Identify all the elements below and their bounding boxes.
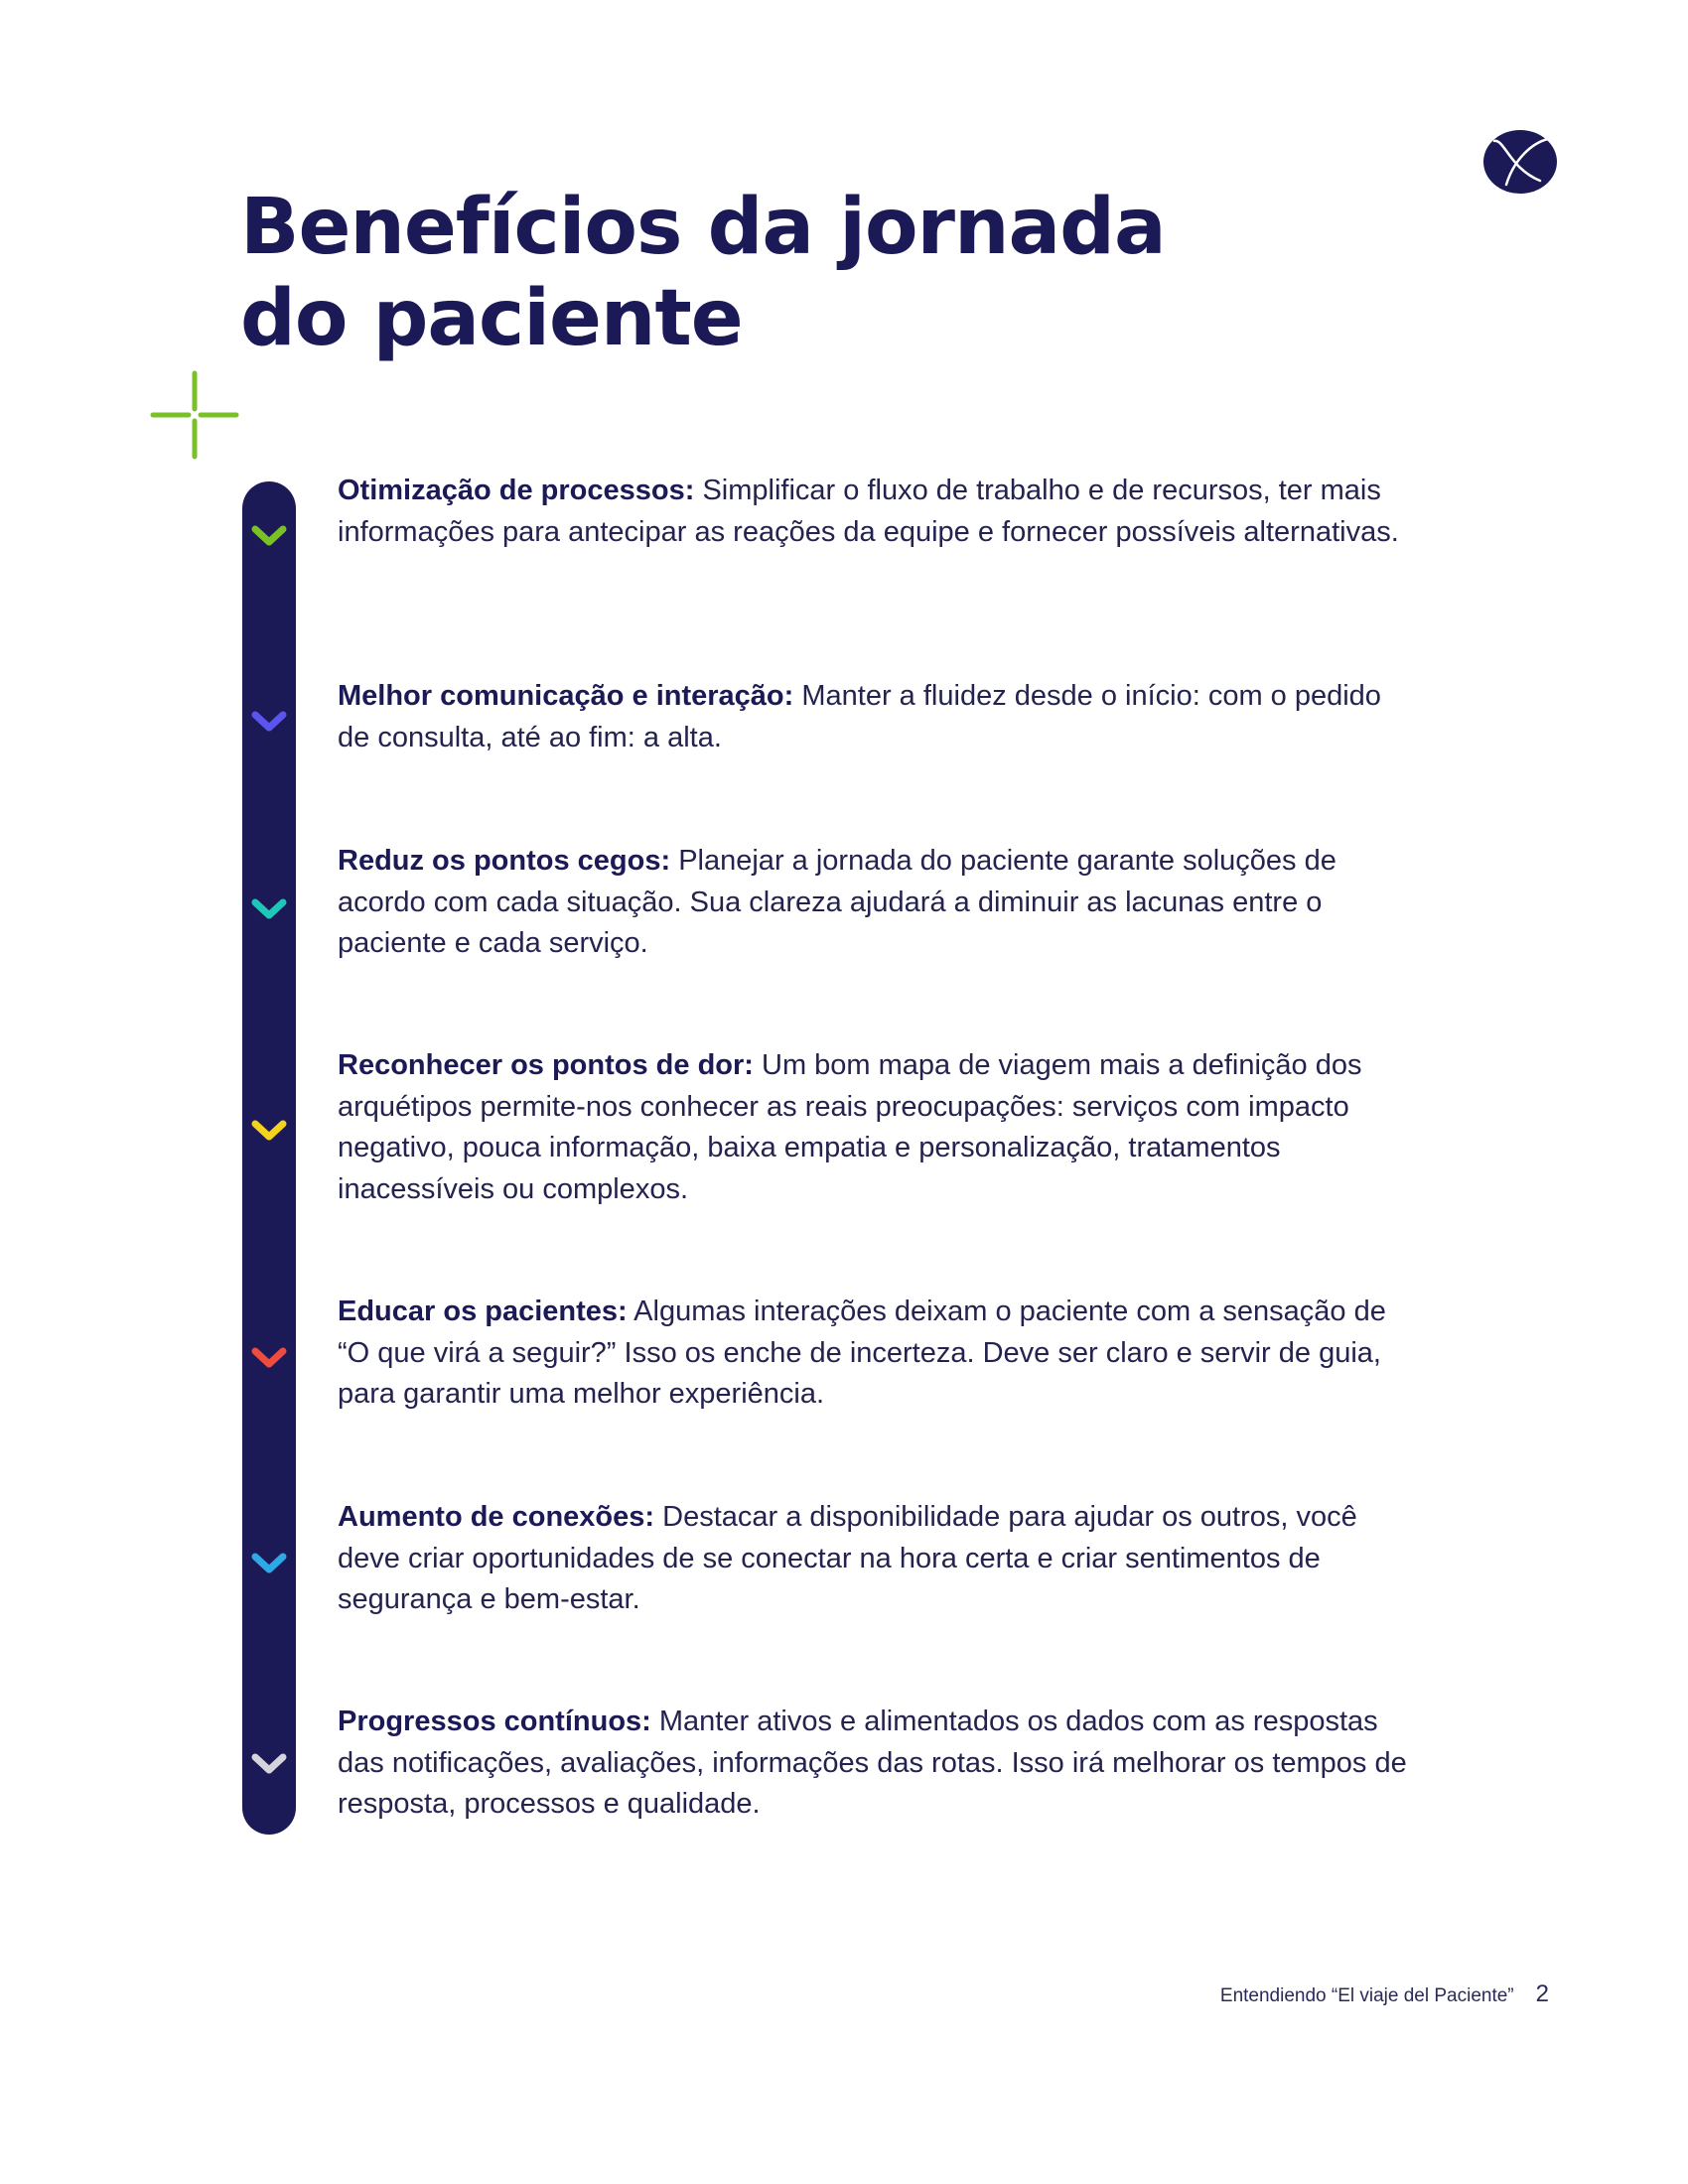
benefit-item	[338, 1702, 1410, 1826]
benefit-text: Algumas interações deixam o paciente com a sensação de “O que virá a seguir?” Isso os enche de incerteza. Deve ser claro e servir de guia, para garantir uma melhor experiência.	[338, 1296, 1386, 1410]
benefit-item	[338, 471, 1410, 553]
benefit-label: Reconhecer os pontos de dor:	[338, 1049, 754, 1081]
benefit-text: Planejar a jornada do paciente garante soluções de acordo com cada situação. Sua clareza ajudará a diminuir as lacunas entre o paciente e cada serviço.	[338, 845, 1336, 959]
benefit-text: Manter ativos e alimentados os dados com as respostas das notificações, avaliações, informações das rotas. Isso irá melhorar os tempos de resposta, processos e qualidade.	[338, 1706, 1407, 1820]
benefit-item	[338, 1292, 1410, 1416]
green-crosshair-icon	[149, 369, 240, 461]
chevron-down-icon-yellow	[250, 1118, 288, 1144]
benefit-item	[338, 676, 1410, 758]
page-title-line-1: Benefícios da jornada	[240, 183, 1166, 272]
benefit-label: Reduz os pontos cegos:	[338, 845, 671, 877]
chevron-down-icon-green	[250, 523, 288, 549]
benefit-label: Progressos contínuos:	[338, 1706, 651, 1737]
chevron-down-icon-teal	[250, 896, 288, 922]
chevron-down-icon-blue	[250, 1551, 288, 1576]
footer-running-title: Entendiendo “El viaje del Paciente”	[1219, 1985, 1514, 2006]
benefit-label: Melhor comunicação e interação:	[338, 680, 794, 712]
page-number: 2	[1535, 1980, 1549, 2007]
benefit-text: Um bom mapa de viagem mais a definição dos arquétipos permite-nos conhecer as reais preocupações: serviços com impacto negativo, pouca informação, baixa empatia e personalização, tratamentos inacessíveis ou complexos.	[338, 1049, 1362, 1205]
page-title	[240, 182, 1333, 364]
benefit-label: Otimização de processos:	[338, 475, 695, 506]
benefit-item	[338, 841, 1410, 965]
benefit-item	[338, 1497, 1410, 1621]
benefit-text: Simplificar o fluxo de trabalho e de recursos, ter mais informações para antecipar as reações da equipe e fornecer possíveis alternativas.	[338, 475, 1399, 548]
benefit-label: Educar os pacientes:	[338, 1296, 628, 1327]
benefit-label: Aumento de conexões:	[338, 1501, 655, 1533]
benefit-item	[338, 1045, 1410, 1210]
page-title-line-2: do paciente	[240, 274, 743, 363]
globe-swoosh-logo-icon	[1482, 129, 1558, 195]
chevron-down-icon-gray	[250, 1751, 288, 1777]
chevron-down-icon-red	[250, 1345, 288, 1371]
timeline-bar	[242, 481, 296, 1835]
page-footer	[1092, 1980, 1549, 2008]
benefit-text: Manter a fluidez desde o início: com o pedido de consulta, até ao fim: a alta.	[338, 680, 1381, 753]
benefit-text: Destacar a disponibilidade para ajudar os outros, você deve criar oportunidades de se conectar na hora certa e criar sentimentos de segurança e bem-estar.	[338, 1501, 1357, 1615]
chevron-down-icon-violet	[250, 709, 288, 735]
